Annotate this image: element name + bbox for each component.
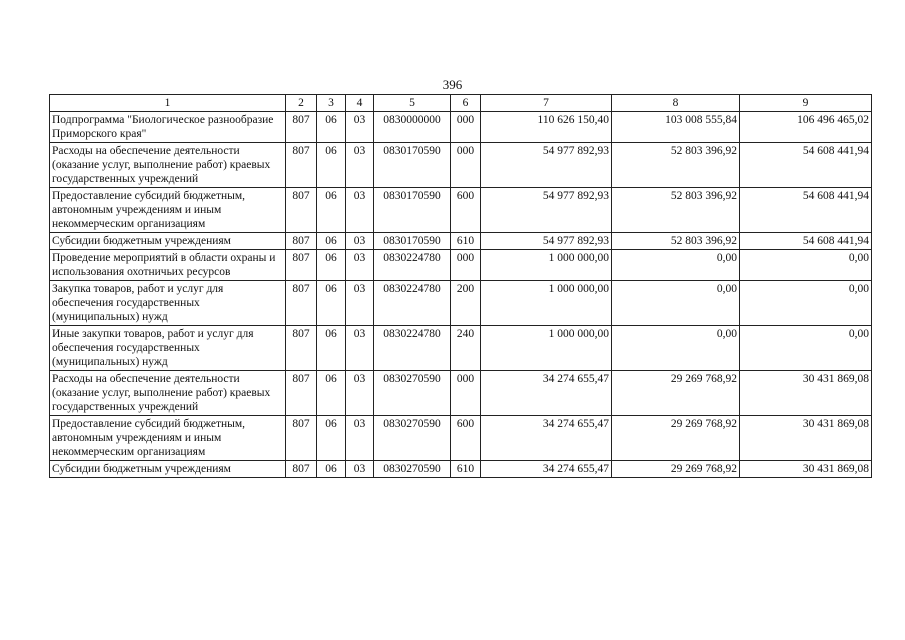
code-cell: 807 (286, 371, 317, 416)
code-cell: 06 (317, 281, 346, 326)
code-cell: 0830224780 (374, 250, 451, 281)
amount-cell: 54 608 441,94 (740, 188, 872, 233)
row-name-cell: Предоставление субсидий бюджетным, автономным учреждениям и иным некоммерческим организациям (50, 416, 286, 461)
column-header: 4 (346, 95, 374, 112)
column-header: 6 (451, 95, 481, 112)
row-name-cell: Субсидии бюджетным учреждениям (50, 461, 286, 478)
code-cell: 000 (451, 112, 481, 143)
code-cell: 03 (346, 326, 374, 371)
code-cell: 03 (346, 233, 374, 250)
table-row (50, 233, 872, 250)
amount-cell: 30 431 869,08 (740, 371, 872, 416)
code-cell: 03 (346, 281, 374, 326)
row-name-cell: Расходы на обеспечение деятельности (оказание услуг, выполнение работ) краевых государственных учреждений (50, 371, 286, 416)
amount-cell: 54 977 892,93 (481, 188, 612, 233)
table-row (50, 188, 872, 233)
amount-cell: 29 269 768,92 (612, 416, 740, 461)
code-cell: 0830270590 (374, 416, 451, 461)
amount-cell: 103 008 555,84 (612, 112, 740, 143)
amount-cell: 54 608 441,94 (740, 233, 872, 250)
code-cell: 06 (317, 461, 346, 478)
amount-cell: 52 803 396,92 (612, 188, 740, 233)
amount-cell: 30 431 869,08 (740, 416, 872, 461)
row-name-cell: Предоставление субсидий бюджетным, автономным учреждениям и иным некоммерческим организациям (50, 188, 286, 233)
code-cell: 0830000000 (374, 112, 451, 143)
code-cell: 0830270590 (374, 371, 451, 416)
column-header: 7 (481, 95, 612, 112)
code-cell: 06 (317, 416, 346, 461)
code-cell: 807 (286, 112, 317, 143)
table-row (50, 250, 872, 281)
column-header: 3 (317, 95, 346, 112)
table-header-row (50, 95, 872, 112)
code-cell: 000 (451, 250, 481, 281)
code-cell: 03 (346, 112, 374, 143)
code-cell: 03 (346, 188, 374, 233)
code-cell: 600 (451, 416, 481, 461)
column-header: 8 (612, 95, 740, 112)
code-cell: 06 (317, 143, 346, 188)
code-cell: 610 (451, 233, 481, 250)
amount-cell: 1 000 000,00 (481, 250, 612, 281)
code-cell: 03 (346, 461, 374, 478)
code-cell: 0830224780 (374, 326, 451, 371)
code-cell: 000 (451, 143, 481, 188)
code-cell: 807 (286, 281, 317, 326)
code-cell: 03 (346, 371, 374, 416)
code-cell: 807 (286, 326, 317, 371)
table-row (50, 281, 872, 326)
table-row (50, 112, 872, 143)
code-cell: 807 (286, 461, 317, 478)
code-cell: 03 (346, 143, 374, 188)
amount-cell: 30 431 869,08 (740, 461, 872, 478)
table-row (50, 416, 872, 461)
amount-cell: 34 274 655,47 (481, 416, 612, 461)
amount-cell: 29 269 768,92 (612, 371, 740, 416)
row-name-cell: Проведение мероприятий в области охраны и использования охотничьих ресурсов (50, 250, 286, 281)
amount-cell: 0,00 (612, 250, 740, 281)
amount-cell: 0,00 (740, 326, 872, 371)
code-cell: 06 (317, 188, 346, 233)
code-cell: 0830170590 (374, 143, 451, 188)
code-cell: 0830270590 (374, 461, 451, 478)
amount-cell: 54 977 892,93 (481, 143, 612, 188)
code-cell: 807 (286, 416, 317, 461)
amount-cell: 34 274 655,47 (481, 461, 612, 478)
table-row (50, 326, 872, 371)
code-cell: 240 (451, 326, 481, 371)
table-row (50, 461, 872, 478)
amount-cell: 1 000 000,00 (481, 326, 612, 371)
amount-cell: 29 269 768,92 (612, 461, 740, 478)
code-cell: 06 (317, 233, 346, 250)
code-cell: 200 (451, 281, 481, 326)
code-cell: 0830170590 (374, 233, 451, 250)
code-cell: 807 (286, 250, 317, 281)
amount-cell: 54 977 892,93 (481, 233, 612, 250)
amount-cell: 54 608 441,94 (740, 143, 872, 188)
code-cell: 06 (317, 112, 346, 143)
amount-cell: 0,00 (612, 326, 740, 371)
code-cell: 807 (286, 233, 317, 250)
code-cell: 06 (317, 250, 346, 281)
code-cell: 000 (451, 371, 481, 416)
table-row (50, 371, 872, 416)
code-cell: 600 (451, 188, 481, 233)
row-name-cell: Подпрограмма "Биологическое разнообразие Приморского края" (50, 112, 286, 143)
code-cell: 807 (286, 188, 317, 233)
code-cell: 610 (451, 461, 481, 478)
table-row (50, 143, 872, 188)
row-name-cell: Закупка товаров, работ и услуг для обеспечения государственных (муниципальных) нужд (50, 281, 286, 326)
column-header: 9 (740, 95, 872, 112)
row-name-cell: Расходы на обеспечение деятельности (оказание услуг, выполнение работ) краевых государственных учреждений (50, 143, 286, 188)
code-cell: 03 (346, 416, 374, 461)
amount-cell: 110 626 150,40 (481, 112, 612, 143)
budget-table (49, 94, 872, 478)
row-name-cell: Субсидии бюджетным учреждениям (50, 233, 286, 250)
code-cell: 06 (317, 371, 346, 416)
column-header: 2 (286, 95, 317, 112)
code-cell: 06 (317, 326, 346, 371)
amount-cell: 52 803 396,92 (612, 143, 740, 188)
amount-cell: 34 274 655,47 (481, 371, 612, 416)
row-name-cell: Иные закупки товаров, работ и услуг для обеспечения государственных (муниципальных) нужд (50, 326, 286, 371)
amount-cell: 0,00 (740, 250, 872, 281)
code-cell: 807 (286, 143, 317, 188)
code-cell: 03 (346, 250, 374, 281)
column-header: 1 (50, 95, 286, 112)
column-header: 5 (374, 95, 451, 112)
amount-cell: 106 496 465,02 (740, 112, 872, 143)
page-number: 396 (442, 77, 463, 92)
amount-cell: 52 803 396,92 (612, 233, 740, 250)
code-cell: 0830170590 (374, 188, 451, 233)
code-cell: 0830224780 (374, 281, 451, 326)
amount-cell: 0,00 (740, 281, 872, 326)
amount-cell: 0,00 (612, 281, 740, 326)
amount-cell: 1 000 000,00 (481, 281, 612, 326)
